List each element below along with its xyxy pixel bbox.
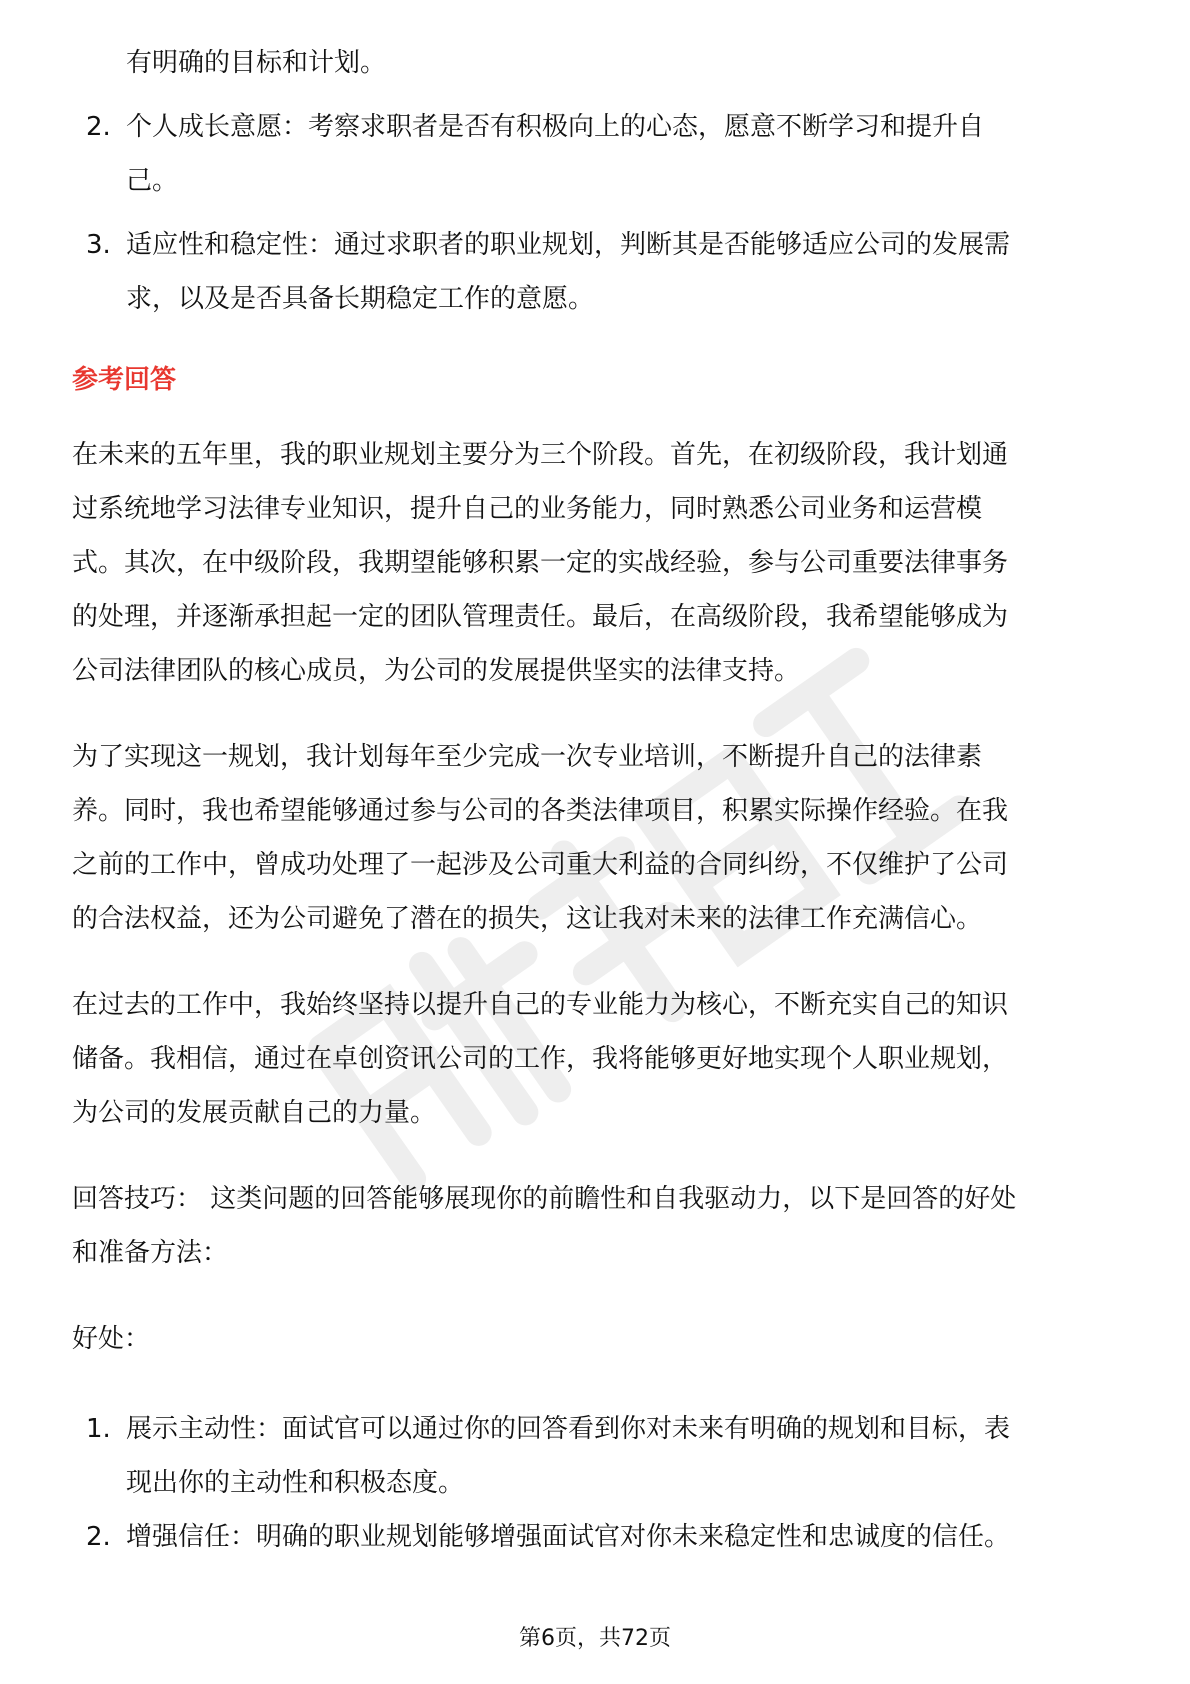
list-number: 3. — [86, 230, 111, 260]
list-number: 2. — [86, 1522, 111, 1552]
list-line: 个人成长意愿：考察求职者是否有积极向上的心态，愿意不断学习和提升自 — [126, 112, 985, 142]
paragraph — [72, 428, 1122, 698]
list-line: 适应性和稳定性：通过求职者的职业规划，判断其是否能够适应公司的发展需 — [126, 230, 1011, 260]
bottom-list — [72, 1402, 1122, 1564]
benefits-label — [72, 1312, 1122, 1366]
paragraph — [72, 730, 1122, 946]
page-footer: 第6页，共72页 — [519, 1626, 671, 1651]
answer-tips — [72, 1172, 1122, 1280]
reference-heading: 参考回答 — [72, 365, 177, 395]
paragraph-line: 在过去的工作中，我始终坚持以提升自己的专业能力为核心，不断充实自己的知识 — [72, 990, 1009, 1020]
list-line: 求，以及是否具备长期稳定工作的意愿。 — [126, 284, 595, 314]
paragraph-line: 养。同时，我也希望能够通过参与公司的各类法律项目，积累实际操作经验。在我 — [72, 796, 1009, 826]
list-line: 己。 — [126, 166, 179, 196]
list-item — [72, 100, 1122, 208]
list-item — [72, 36, 1122, 90]
paragraph-line: 的合法权益，还为公司避免了潜在的损失，这让我对未来的法律工作充满信心。 — [72, 904, 983, 934]
list-number: 2. — [86, 112, 111, 142]
paragraph-line: 好处： — [72, 1324, 151, 1354]
paragraph-line: 为了实现这一规划，我计划每年至少完成一次专业培训，不断提升自己的法律素 — [72, 742, 983, 772]
paragraph-line: 式。其次，在中级阶段，我期望能够积累一定的实战经验，参与公司重要法律事务 — [72, 548, 1009, 578]
list-item — [72, 218, 1122, 326]
list-line: 现出你的主动性和积极态度。 — [126, 1468, 465, 1498]
list-line: 有明确的目标和计划。 — [126, 48, 387, 78]
page-content — [72, 0, 1122, 1564]
paragraph-line: 在未来的五年里，我的职业规划主要分为三个阶段。首先，在初级阶段，我计划通 — [72, 440, 1009, 470]
paragraph-line: 回答技巧： 这类问题的回答能够展现你的前瞻性和自我驱动力，以下是回答的好处 — [72, 1184, 1017, 1214]
paragraph — [72, 978, 1122, 1140]
list-number: 1. — [86, 1414, 111, 1444]
list-line: 展示主动性：面试官可以通过你的回答看到你对未来有明确的规划和目标，表 — [126, 1414, 1011, 1444]
top-list — [72, 36, 1122, 326]
paragraph-line: 之前的工作中，曾成功处理了一起涉及公司重大利益的合同纠纷，不仅维护了公司 — [72, 850, 1009, 880]
paragraph-line: 的处理，并逐渐承担起一定的团队管理责任。最后，在高级阶段，我希望能够成为 — [72, 602, 1009, 632]
paragraph-line: 公司法律团队的核心成员，为公司的发展提供坚实的法律支持。 — [72, 656, 801, 686]
paragraph-line: 储备。我相信，通过在卓创资讯公司的工作，我将能够更好地实现个人职业规划， — [72, 1044, 1009, 1074]
list-item — [72, 1402, 1122, 1510]
paragraph-line: 为公司的发展贡献自己的力量。 — [72, 1098, 437, 1128]
paragraph-line: 过系统地学习法律专业知识，提升自己的业务能力，同时熟悉公司业务和运营模 — [72, 494, 983, 524]
list-item — [72, 1510, 1122, 1564]
paragraph-line: 和准备方法： — [72, 1238, 229, 1268]
list-line: 增强信任：明确的职业规划能够增强面试官对你未来稳定性和忠诚度的信任。 — [126, 1522, 1011, 1552]
